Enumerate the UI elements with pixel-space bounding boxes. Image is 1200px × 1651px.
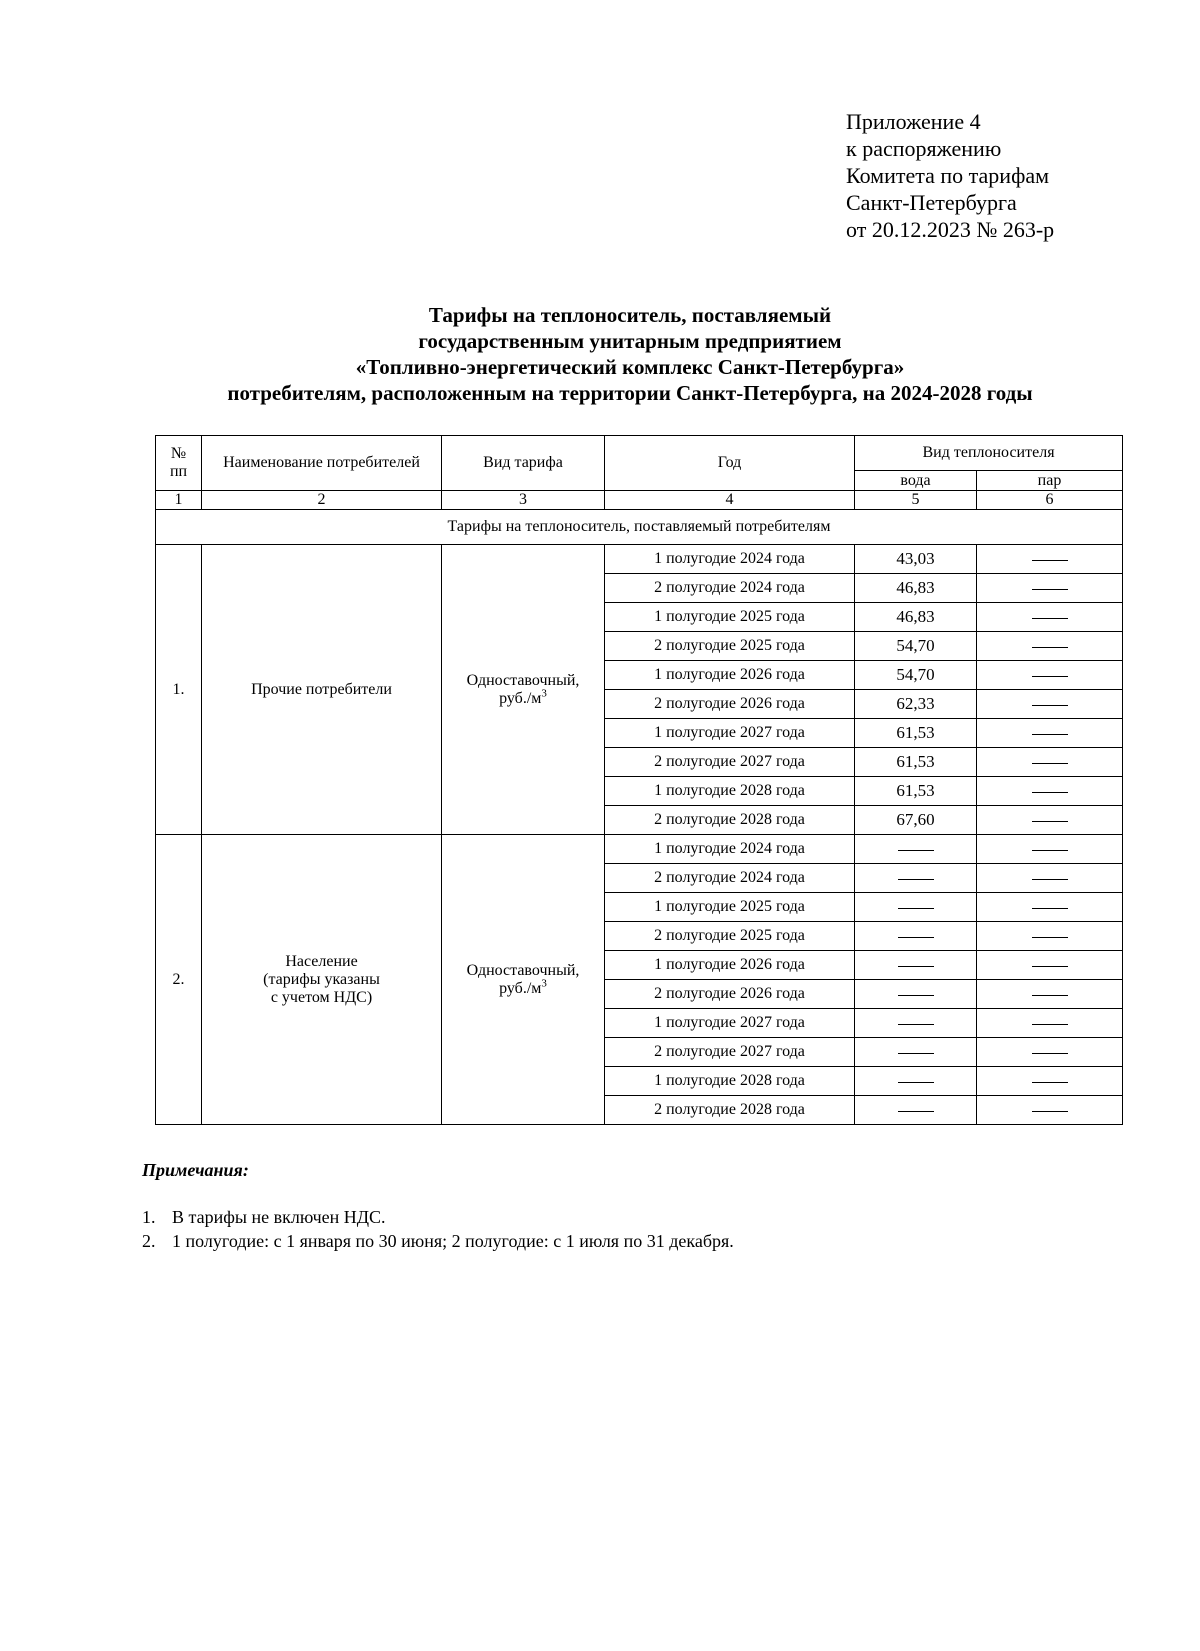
period-cell: 1 полугодие 2028 года: [605, 1067, 855, 1096]
dash-mark: [1032, 676, 1068, 677]
note-item: 1. В тарифы не включен НДС.: [142, 1207, 386, 1227]
period-cell: 1 полугодие 2027 года: [605, 1009, 855, 1038]
tariff-unit-exponent: 3: [541, 687, 547, 700]
tariff-type-unit: [442, 687, 604, 708]
dash-mark: [1032, 763, 1068, 764]
steam-value-cell: [977, 980, 1123, 1009]
tariff-unit-text: руб./м: [499, 689, 542, 707]
dash-mark: [898, 937, 934, 938]
notes-list: [142, 1205, 734, 1253]
appendix-line: к распоряжению: [846, 136, 1002, 161]
water-value-cell: [855, 951, 977, 980]
table-row: [156, 835, 1123, 864]
steam-value-cell: [977, 1096, 1123, 1125]
tariff-type-unit: [442, 977, 604, 998]
dash-mark: [898, 879, 934, 880]
tariff-unit-text: руб./м: [499, 979, 542, 997]
consumer-name-line: Прочие потребители: [251, 680, 392, 698]
dash-mark: [1032, 908, 1068, 909]
water-value-cell: [855, 1096, 977, 1125]
water-value-cell: [855, 1067, 977, 1096]
header-num: № пп: [156, 436, 202, 491]
period-cell: 2 полугодие 2025 года: [605, 632, 855, 661]
dash-mark: [1032, 647, 1068, 648]
steam-value-cell: [977, 835, 1123, 864]
dash-mark: [1032, 1053, 1068, 1054]
consumer-name: [202, 835, 442, 1125]
dash-mark: [1032, 705, 1068, 706]
water-value-cell: [855, 1009, 977, 1038]
steam-value-cell: [977, 893, 1123, 922]
dash-mark: [1032, 560, 1068, 561]
dash-mark: [1032, 618, 1068, 619]
header-carrier: Вид теплоносителя: [855, 436, 1123, 471]
header-year: Год: [605, 436, 855, 491]
dash-mark: [1032, 1024, 1068, 1025]
water-value-cell: [855, 835, 977, 864]
header-steam: пар: [977, 471, 1123, 491]
water-value-cell: 54,70: [855, 661, 977, 690]
period-cell: 2 полугодие 2024 года: [605, 864, 855, 893]
column-number: 6: [977, 491, 1123, 510]
dash-mark: [1032, 966, 1068, 967]
column-number: 3: [442, 491, 605, 510]
dash-mark: [898, 1024, 934, 1025]
period-cell: 1 полугодие 2026 года: [605, 661, 855, 690]
document-title: [140, 302, 1120, 406]
water-value-cell: [855, 893, 977, 922]
period-cell: 2 полугодие 2025 года: [605, 922, 855, 951]
water-value-cell: 61,53: [855, 748, 977, 777]
note-item: 2. 1 полугодие: с 1 января по 30 июня; 2 полугодие: с 1 июля по 31 декабря.: [142, 1231, 734, 1251]
row-number: 1.: [156, 545, 202, 835]
row-number: 2.: [156, 835, 202, 1125]
steam-value-cell: [977, 574, 1123, 603]
tariff-type: [442, 545, 605, 835]
steam-value-cell: [977, 545, 1123, 574]
period-cell: 1 полугодие 2026 года: [605, 951, 855, 980]
dash-mark: [1032, 589, 1068, 590]
header-water: вода: [855, 471, 977, 491]
dash-mark: [898, 1111, 934, 1112]
steam-value-cell: [977, 748, 1123, 777]
water-value-cell: [855, 980, 977, 1009]
period-cell: 2 полугодие 2024 года: [605, 574, 855, 603]
dash-mark: [898, 850, 934, 851]
dash-mark: [898, 908, 934, 909]
steam-value-cell: [977, 690, 1123, 719]
tariff-table: [155, 435, 1123, 1125]
column-number: 4: [605, 491, 855, 510]
period-cell: 1 полугодие 2024 года: [605, 545, 855, 574]
dash-mark: [1032, 937, 1068, 938]
water-value-cell: [855, 922, 977, 951]
water-value-cell: 46,83: [855, 603, 977, 632]
period-cell: 2 полугодие 2026 года: [605, 980, 855, 1009]
water-value-cell: 54,70: [855, 632, 977, 661]
period-cell: 2 полугодие 2026 года: [605, 690, 855, 719]
steam-value-cell: [977, 603, 1123, 632]
steam-value-cell: [977, 777, 1123, 806]
appendix-line: Санкт-Петербурга: [846, 190, 1017, 215]
water-value-cell: 61,53: [855, 719, 977, 748]
consumer-name-line: Население: [285, 952, 358, 970]
steam-value-cell: [977, 1038, 1123, 1067]
dash-mark: [1032, 1111, 1068, 1112]
title-line: Тарифы на теплоноситель, поставляемый: [428, 303, 832, 327]
steam-value-cell: [977, 806, 1123, 835]
dash-mark: [1032, 995, 1068, 996]
header-tariff-type: Вид тарифа: [442, 436, 605, 491]
appendix-line: от 20.12.2023 № 263-р: [846, 217, 1055, 242]
title-line: «Топливно-энергетический комплекс Санкт-Петербурга»: [355, 355, 905, 379]
period-cell: 2 полугодие 2027 года: [605, 748, 855, 777]
period-cell: 1 полугодие 2028 года: [605, 777, 855, 806]
water-value-cell: 62,33: [855, 690, 977, 719]
steam-value-cell: [977, 719, 1123, 748]
title-line: потребителям, расположенным на территории Санкт-Петербурга, на 2024-2028 годы: [227, 381, 1033, 405]
steam-value-cell: [977, 661, 1123, 690]
steam-value-cell: [977, 864, 1123, 893]
period-cell: 1 полугодие 2027 года: [605, 719, 855, 748]
tariff-type: [442, 835, 605, 1125]
steam-value-cell: [977, 632, 1123, 661]
dash-mark: [898, 1082, 934, 1083]
dash-mark: [898, 995, 934, 996]
table-row: [156, 545, 1123, 574]
tariff-type-line: Одноставочный,: [466, 961, 580, 979]
appendix-line: Приложение 4: [846, 109, 981, 134]
column-number: 1: [156, 491, 202, 510]
appendix-line: Комитета по тарифам: [846, 163, 1050, 188]
dash-mark: [898, 1053, 934, 1054]
tariff-unit-exponent: 3: [541, 977, 547, 990]
steam-value-cell: [977, 922, 1123, 951]
header-consumer: Наименование потребителей: [202, 436, 442, 491]
period-cell: 1 полугодие 2025 года: [605, 893, 855, 922]
appendix-block: [846, 108, 1054, 243]
period-cell: 2 полугодие 2027 года: [605, 1038, 855, 1067]
title-line: государственным унитарным предприятием: [418, 329, 842, 353]
steam-value-cell: [977, 1067, 1123, 1096]
steam-value-cell: [977, 951, 1123, 980]
column-number: 5: [855, 491, 977, 510]
consumer-name: [202, 545, 442, 835]
water-value-cell: 61,53: [855, 777, 977, 806]
dash-mark: [1032, 850, 1068, 851]
notes-title: Примечания:: [142, 1160, 249, 1180]
dash-mark: [1032, 734, 1068, 735]
water-value-cell: 46,83: [855, 574, 977, 603]
dash-mark: [1032, 792, 1068, 793]
dash-mark: [1032, 1082, 1068, 1083]
period-cell: 1 полугодие 2025 года: [605, 603, 855, 632]
water-value-cell: [855, 1038, 977, 1067]
dash-mark: [1032, 821, 1068, 822]
consumer-name-line: (тарифы указаны: [263, 970, 380, 988]
period-cell: 2 полугодие 2028 года: [605, 1096, 855, 1125]
period-cell: 1 полугодие 2024 года: [605, 835, 855, 864]
column-number: 2: [202, 491, 442, 510]
water-value-cell: [855, 864, 977, 893]
section-title: Тарифы на теплоноситель, поставляемый потребителям: [156, 510, 1123, 545]
dash-mark: [1032, 879, 1068, 880]
water-value-cell: 67,60: [855, 806, 977, 835]
consumer-name-line: с учетом НДС): [270, 988, 373, 1006]
period-cell: 2 полугодие 2028 года: [605, 806, 855, 835]
water-value-cell: 43,03: [855, 545, 977, 574]
tariff-type-line: Одноставочный,: [466, 671, 580, 689]
dash-mark: [898, 966, 934, 967]
steam-value-cell: [977, 1009, 1123, 1038]
